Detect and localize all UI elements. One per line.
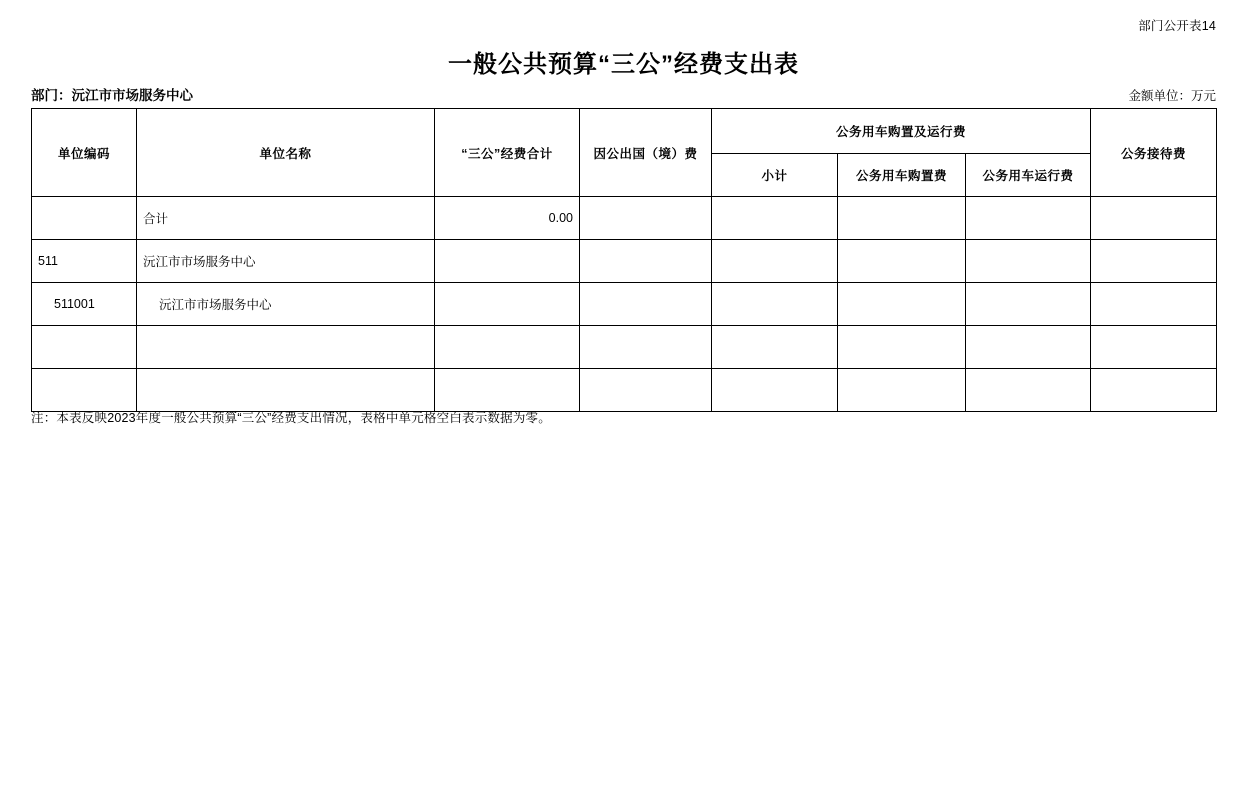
cell-unit-code xyxy=(32,369,137,412)
footnote: 注：本表反映2023年度一般公共预算“三公”经费支出情况，表格中单元格空白表示数据为零。 xyxy=(31,411,551,425)
table-row xyxy=(32,326,1217,369)
table-row xyxy=(32,369,1217,412)
table-body xyxy=(32,197,1217,412)
cell-unit-name xyxy=(137,369,435,412)
table-head xyxy=(32,109,1217,197)
cell-vehicle-operation xyxy=(966,240,1091,283)
cell-abroad xyxy=(580,240,712,283)
column-header-unit-name: 单位名称 xyxy=(137,109,435,197)
cell-vehicle-subtotal xyxy=(712,240,838,283)
cell-total xyxy=(435,326,580,369)
cell-unit-name: 合计 xyxy=(137,197,435,240)
cell-unit-name xyxy=(137,326,435,369)
cell-reception xyxy=(1091,283,1217,326)
cell-vehicle-purchase xyxy=(838,369,966,412)
column-header-vehicle-purchase: 公务用车购置费 xyxy=(838,154,966,197)
column-header-abroad: 因公出国（境）费 xyxy=(580,109,712,197)
budget-table xyxy=(31,108,1217,412)
document-subheader xyxy=(31,84,1216,104)
cell-unit-name: 沅江市市场服务中心 xyxy=(137,283,435,326)
cell-vehicle-operation xyxy=(966,369,1091,412)
cell-unit-code xyxy=(32,326,137,369)
column-header-total: “三公”经费合计 xyxy=(435,109,580,197)
cell-total xyxy=(435,369,580,412)
cell-vehicle-operation xyxy=(966,326,1091,369)
cell-total xyxy=(435,283,580,326)
column-header-vehicle-group: 公务用车购置及运行费 xyxy=(712,109,1091,154)
cell-vehicle-operation xyxy=(966,197,1091,240)
table-row xyxy=(32,283,1217,326)
cell-vehicle-purchase xyxy=(838,326,966,369)
form-number-label: 部门公开表14 xyxy=(1138,19,1216,33)
table-header-row-1 xyxy=(32,109,1217,154)
cell-unit-code: 511 xyxy=(32,240,137,283)
cell-reception xyxy=(1091,369,1217,412)
cell-vehicle-subtotal xyxy=(712,369,838,412)
cell-vehicle-operation xyxy=(966,283,1091,326)
cell-vehicle-subtotal xyxy=(712,326,838,369)
column-header-vehicle-subtotal: 小计 xyxy=(712,154,838,197)
cell-unit-name: 沅江市市场服务中心 xyxy=(137,240,435,283)
cell-total xyxy=(435,240,580,283)
cell-total: 0.00 xyxy=(435,197,580,240)
cell-vehicle-purchase xyxy=(838,197,966,240)
cell-unit-code: 511001 xyxy=(32,283,137,326)
cell-vehicle-purchase xyxy=(838,283,966,326)
cell-abroad xyxy=(580,369,712,412)
table-row xyxy=(32,240,1217,283)
column-header-reception: 公务接待费 xyxy=(1091,109,1217,197)
cell-reception xyxy=(1091,240,1217,283)
cell-vehicle-subtotal xyxy=(712,197,838,240)
cell-vehicle-purchase xyxy=(838,240,966,283)
column-header-vehicle-operation: 公务用车运行费 xyxy=(966,154,1091,197)
table-row xyxy=(32,197,1217,240)
cell-unit-code xyxy=(32,197,137,240)
cell-abroad xyxy=(580,283,712,326)
page-title: 一般公共预算“三公”经费支出表 xyxy=(448,51,799,78)
amount-unit-label: 金额单位：万元 xyxy=(1128,89,1216,103)
cell-reception xyxy=(1091,197,1217,240)
cell-vehicle-subtotal xyxy=(712,283,838,326)
department-label: 部门：沅江市市场服务中心 xyxy=(31,88,193,103)
cell-abroad xyxy=(580,197,712,240)
cell-abroad xyxy=(580,326,712,369)
cell-reception xyxy=(1091,326,1217,369)
column-header-unit-code: 单位编码 xyxy=(32,109,137,197)
